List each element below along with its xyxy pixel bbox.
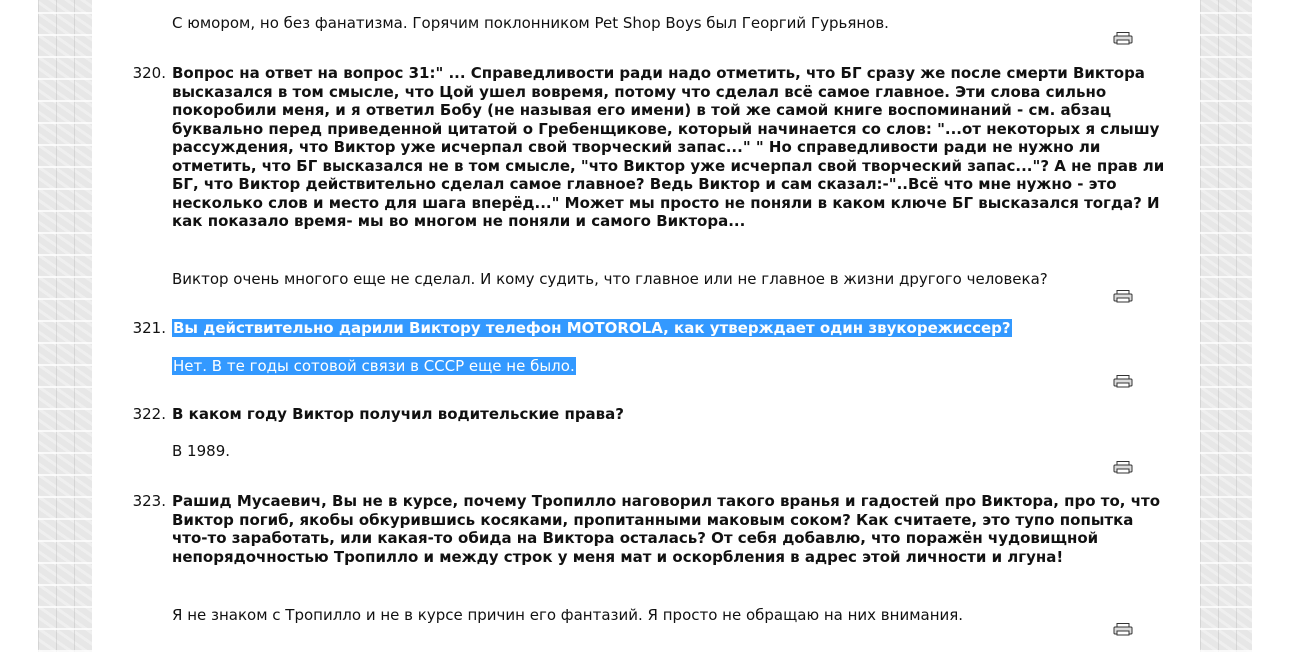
question-text: Вопрос на ответ на вопрос 31:" ... Справедливости ради надо отметить, что БГ сразу же после смерти Виктора высказался в том смысле, что Цой ушел вовремя, потому что сделал всё самое главное. Эти слова сильно покоробили меня, и я ответил Бобу (не называя его имени) в той же самой книге воспоминаний - см. абзац буквально перед приведенной цитатой о Гребенщикове, который начинается со слов: "...от некоторых я слышу рассуждения, что Виктор уже исчерпал свой творческий запас..." " Но справедливости ради не нужно ли отметить, что БГ высказался не в том смысле, "что Виктор уже исчерпал свой творческий запас..."? А не прав ли БГ, что Виктор действительно сделал самое главное? Ведь Виктор и сам сказал:-"..Всё что мне нужно - это несколько слов и место для шага вперёд..." Может мы просто не поняли в каком ключе БГ высказался тогда? И как показало время- мы во многом не поняли и самого Виктора... <box>172 64 1165 230</box>
printer-icon[interactable] <box>1113 375 1133 388</box>
answer-line <box>172 357 1172 376</box>
question-text: В каком году Виктор получил водительские права? <box>172 405 624 423</box>
printer-icon[interactable] <box>1113 290 1133 303</box>
right-texture-border <box>1200 0 1252 652</box>
faq-content <box>92 0 1200 652</box>
question-text: Вы действительно дарили Виктору телефон MOTOROLA, как утверждает один звукорежиссер? <box>173 319 1011 337</box>
question-number: 321. <box>132 319 166 337</box>
question-number: 320. <box>132 64 166 82</box>
answer-text: Я не знаком с Тропилло и не в курсе причин его фантазий. Я просто не обращаю на них внимания. <box>172 606 964 624</box>
left-texture-border <box>38 0 92 652</box>
answer-text: С юмором, но без фанатизма. Горячим поклонником Pet Shop Boys был Георгий Гурьянов. <box>172 14 889 32</box>
answer-text: Виктор очень многого еще не сделал. И кому судить, что главное или не главное в жизни другого человека? <box>172 270 1048 288</box>
question-text: Рашид Мусаевич, Вы не в курсе, почему Тропилло наговорил такого вранья и гадостей про Виктора, про то, что Виктор погиб, якобы обкурившись косяками, пропитанными маковым соком? Как считаете, это тупо попытка что-то заработать, или какая-то обида на Виктора осталась? От себя добавлю, что поражён чудовищной непорядочностью Тропилло и между строк у меня мат и оскорбления в адрес этой личности и лгуна! <box>172 492 1161 566</box>
answer-text: Нет. В те годы сотовой связи в СССР еще не было. <box>173 357 575 375</box>
question-number: 322. <box>132 405 166 423</box>
question-line <box>172 319 1172 338</box>
question-number: 323. <box>132 492 166 510</box>
printer-icon[interactable] <box>1113 32 1133 45</box>
printer-icon[interactable] <box>1113 623 1133 636</box>
answer-text: В 1989. <box>172 442 231 460</box>
printer-icon[interactable] <box>1113 461 1133 474</box>
